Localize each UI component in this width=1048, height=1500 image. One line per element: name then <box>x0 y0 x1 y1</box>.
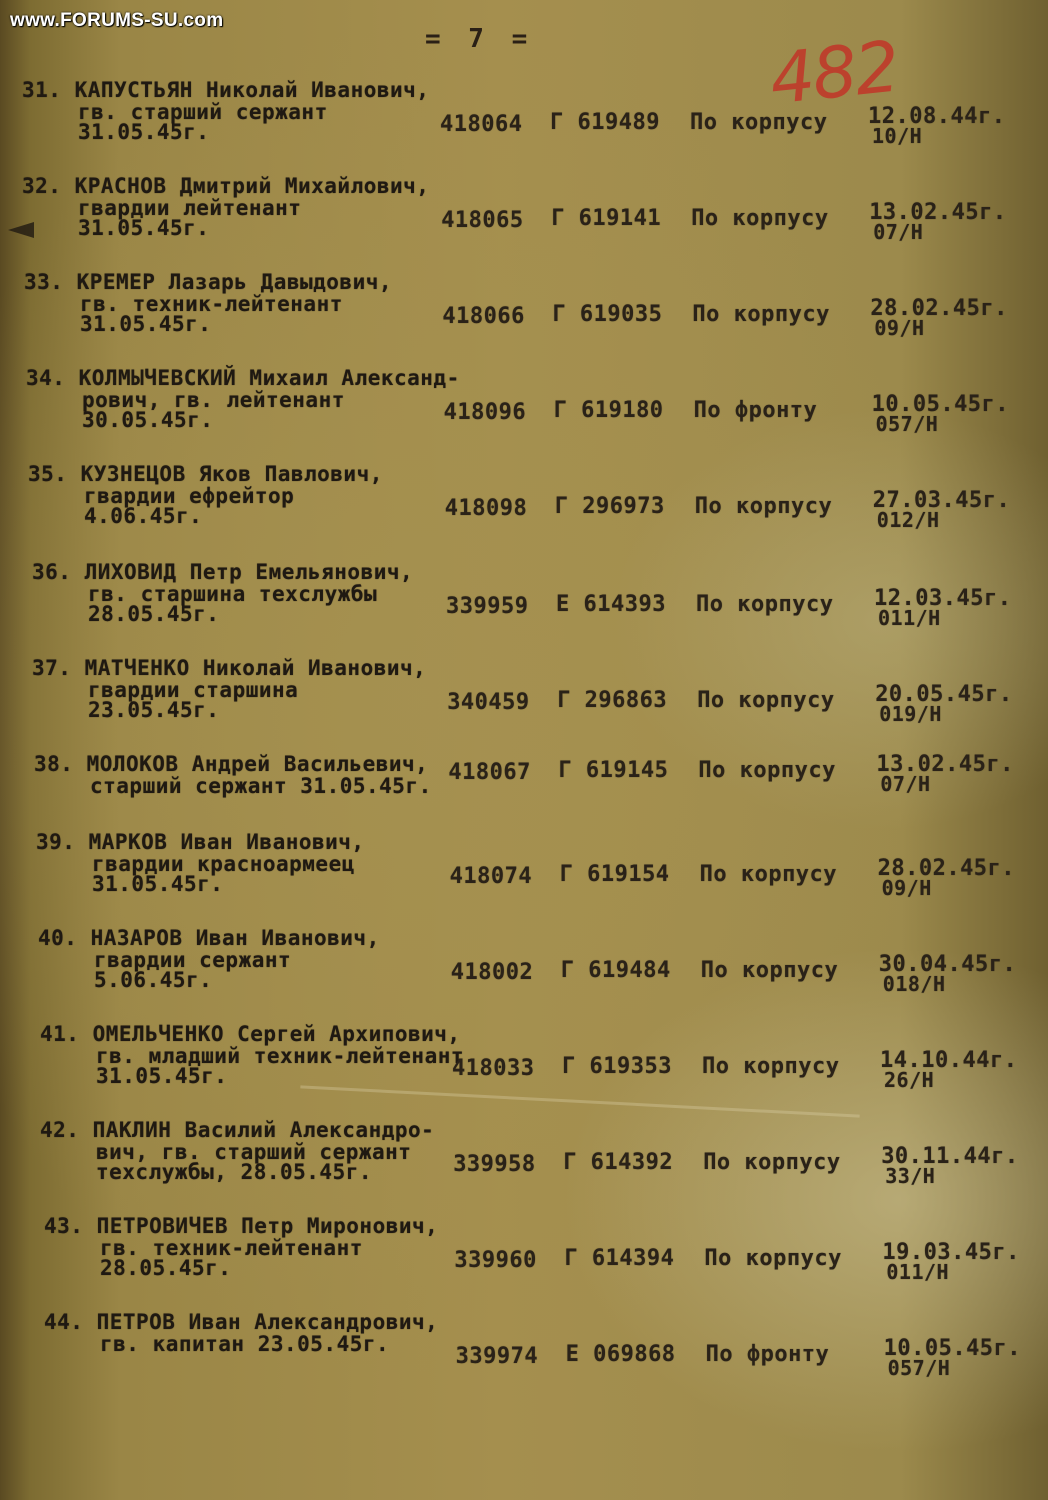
entry-name-line: 37. МАТЧЕНКО Николай Иванович, <box>32 656 427 680</box>
entry-rank-line: гв. старшина техслужбы <box>88 582 378 606</box>
order-date: 10.05.45г. <box>883 1336 1022 1361</box>
entry-name-line: 40. НАЗАРОВ Иван Иванович, <box>38 926 380 950</box>
award-level: По корпусу <box>690 110 828 135</box>
entry-rank-line: гвардии лейтенант <box>78 196 302 220</box>
entry-date-line: 31.05.45г. <box>96 1064 228 1088</box>
order-series: Г 296863 <box>557 688 668 713</box>
award-level: По корпусу <box>691 206 829 231</box>
list-item <box>0 1022 1048 1118</box>
order-reference: 018/Н <box>882 972 946 996</box>
entry-date-line: 30.05.45г. <box>82 408 214 432</box>
order-series: Г 614394 <box>564 1246 675 1271</box>
award-level: По фронту <box>705 1342 830 1367</box>
entry-date-line: 4.06.45г. <box>84 504 203 528</box>
award-number: 418098 <box>444 496 528 521</box>
order-series: Г 619154 <box>559 862 670 887</box>
page-number: = 7 = <box>425 24 534 54</box>
list-item <box>0 174 1048 270</box>
award-level: По корпусу <box>696 592 834 617</box>
list-item <box>0 462 1048 558</box>
order-series: Г 619145 <box>558 758 669 783</box>
entry-name-line: 33. КРЕМЕР Лазарь Давыдович, <box>24 270 393 294</box>
entry-name-line: 43. ПЕТРОВИЧЕВ Петр Миронович, <box>44 1214 439 1238</box>
order-date: 19.03.45г. <box>882 1240 1020 1265</box>
award-number: 339958 <box>453 1152 536 1177</box>
order-reference: 011/Н <box>886 1260 950 1284</box>
entry-name-line: 34. КОЛМЫЧЕВСКИЙ Михаил Александ- <box>26 366 460 390</box>
award-level: По корпусу <box>692 302 830 327</box>
list-item <box>0 830 1048 926</box>
list-item <box>0 1214 1048 1310</box>
site-watermark: www.FORUMS-SU.com <box>10 10 224 31</box>
award-level: По корпусу <box>699 862 838 887</box>
entry-rank-line: гв. техник-лейтенант <box>80 292 343 316</box>
entry-date-line: техслужбы, 28.05.45г. <box>96 1160 373 1184</box>
award-number: 340459 <box>447 690 530 715</box>
order-date: 14.10.44г. <box>880 1048 1018 1073</box>
order-date: 30.04.45г. <box>878 952 1017 977</box>
entry-name-line: 39. МАРКОВ Иван Иванович, <box>36 830 365 854</box>
entry-rank-line: гв. младший техник-лейтенант <box>96 1044 465 1068</box>
award-level: По корпусу <box>702 1054 840 1079</box>
entry-date-line: 23.05.45г. <box>88 698 220 722</box>
order-reference: 33/Н <box>885 1164 936 1188</box>
order-reference: 10/Н <box>872 124 923 148</box>
award-number: 418096 <box>443 400 527 425</box>
order-date: 10.05.45г. <box>871 392 1010 417</box>
order-date: 13.02.45г. <box>876 752 1014 777</box>
order-series: Г 619180 <box>553 398 664 423</box>
order-reference: 07/Н <box>880 772 931 796</box>
list-item <box>0 1310 1048 1406</box>
entry-rank-line: гв. техник-лейтенант <box>100 1236 363 1260</box>
entry-name-line: 35. КУЗНЕЦОВ Яков Павлович, <box>28 462 383 486</box>
handwritten-archive-number: 482 <box>766 25 902 121</box>
order-date: 12.08.44г. <box>868 104 1006 129</box>
order-reference: 019/Н <box>879 702 942 726</box>
list-item <box>0 78 1048 174</box>
order-reference: 057/Н <box>875 412 939 436</box>
order-date: 27.03.45г. <box>872 488 1011 513</box>
list-item <box>0 1118 1048 1214</box>
award-level: По корпусу <box>703 1150 841 1175</box>
award-level: По фронту <box>693 398 818 423</box>
award-number: 418066 <box>442 304 525 329</box>
award-level: По корпусу <box>697 688 835 713</box>
order-reference: 07/Н <box>873 220 924 244</box>
entry-rank-line: гвардии сержант <box>94 948 292 972</box>
entry-rank-line: рович, гв. лейтенант <box>82 388 345 412</box>
order-reference: 057/Н <box>887 1356 951 1380</box>
award-level: По корпусу <box>694 494 833 519</box>
list-item <box>0 270 1048 366</box>
order-date: 13.02.45г. <box>869 200 1007 225</box>
award-number: 418002 <box>450 960 534 985</box>
order-date: 28.02.45г. <box>877 856 1016 881</box>
award-number: 418074 <box>449 864 533 889</box>
entry-name-line: 36. ЛИХОВИД Петр Емельянович, <box>32 560 414 584</box>
award-number: 339974 <box>455 1344 539 1369</box>
entry-date-line: 5.06.45г. <box>94 968 213 992</box>
award-number: 418065 <box>441 208 524 233</box>
order-reference: 011/Н <box>878 606 941 630</box>
list-item <box>0 656 1048 752</box>
order-series: Е 069868 <box>565 1342 676 1367</box>
entry-rank-line: вич, гв. старший сержант <box>96 1140 412 1164</box>
list-item <box>0 560 1048 656</box>
entry-rank-line: гв. старший сержант <box>78 100 328 124</box>
order-series: Г 614392 <box>563 1150 674 1175</box>
entry-date-line: 31.05.45г. <box>78 216 210 240</box>
award-level: По корпусу <box>704 1246 842 1271</box>
entry-date-line: 31.05.45г. <box>92 872 224 896</box>
order-reference: 26/Н <box>884 1068 935 1092</box>
entry-rank-line: гв. капитан 23.05.45г. <box>100 1332 390 1356</box>
award-number: 418067 <box>448 760 531 785</box>
order-reference: 09/Н <box>881 876 932 900</box>
order-series: Г 619489 <box>550 110 660 135</box>
entry-name-line: 38. МОЛОКОВ Андрей Васильевич, <box>34 752 429 776</box>
list-item <box>0 366 1048 462</box>
award-number: 418033 <box>452 1056 535 1081</box>
award-number: 339960 <box>454 1248 537 1273</box>
order-series: Е 614393 <box>556 592 666 617</box>
order-series: Г 619353 <box>562 1054 672 1079</box>
award-number: 418064 <box>440 112 523 137</box>
entry-rank-line: гвардии красноармеец <box>92 852 355 876</box>
award-number: 339959 <box>446 594 529 619</box>
entry-name-line: 42. ПАКЛИН Василий Александро- <box>40 1118 435 1142</box>
entry-rank-line: старший сержант 31.05.45г. <box>90 774 432 798</box>
entry-name-line: 31. КАПУСТЬЯН Николай Иванович, <box>22 78 430 102</box>
entry-date-line: 31.05.45г. <box>78 120 210 144</box>
entry-name-line: 44. ПЕТРОВ Иван Александрович, <box>44 1310 439 1334</box>
order-series: Г 619141 <box>551 206 662 231</box>
entry-date-line: 28.05.45г. <box>88 602 220 626</box>
order-date: 20.05.45г. <box>875 682 1013 707</box>
order-date: 12.03.45г. <box>874 586 1012 611</box>
order-series: Г 296973 <box>554 494 665 519</box>
order-reference: 012/Н <box>876 508 940 532</box>
award-level: По корпусу <box>698 758 836 783</box>
entry-name-line: 41. ОМЕЛЬЧЕНКО Сергей Архипович, <box>40 1022 461 1046</box>
entry-rank-line: гвардии ефрейтор <box>84 484 295 508</box>
order-reference: 09/Н <box>874 316 925 340</box>
entry-date-line: 28.05.45г. <box>100 1256 232 1280</box>
order-series: Г 619484 <box>560 958 671 983</box>
list-item <box>0 926 1048 1022</box>
entry-name-line: 32. КРАСНОВ Дмитрий Михайлович, <box>22 174 430 198</box>
entry-date-line: 31.05.45г. <box>80 312 212 336</box>
order-series: Г 619035 <box>552 302 663 327</box>
order-date: 30.11.44г. <box>881 1144 1019 1169</box>
award-level: По корпусу <box>700 958 839 983</box>
order-date: 28.02.45г. <box>870 296 1008 321</box>
entry-rank-line: гвардии старшина <box>88 678 299 702</box>
